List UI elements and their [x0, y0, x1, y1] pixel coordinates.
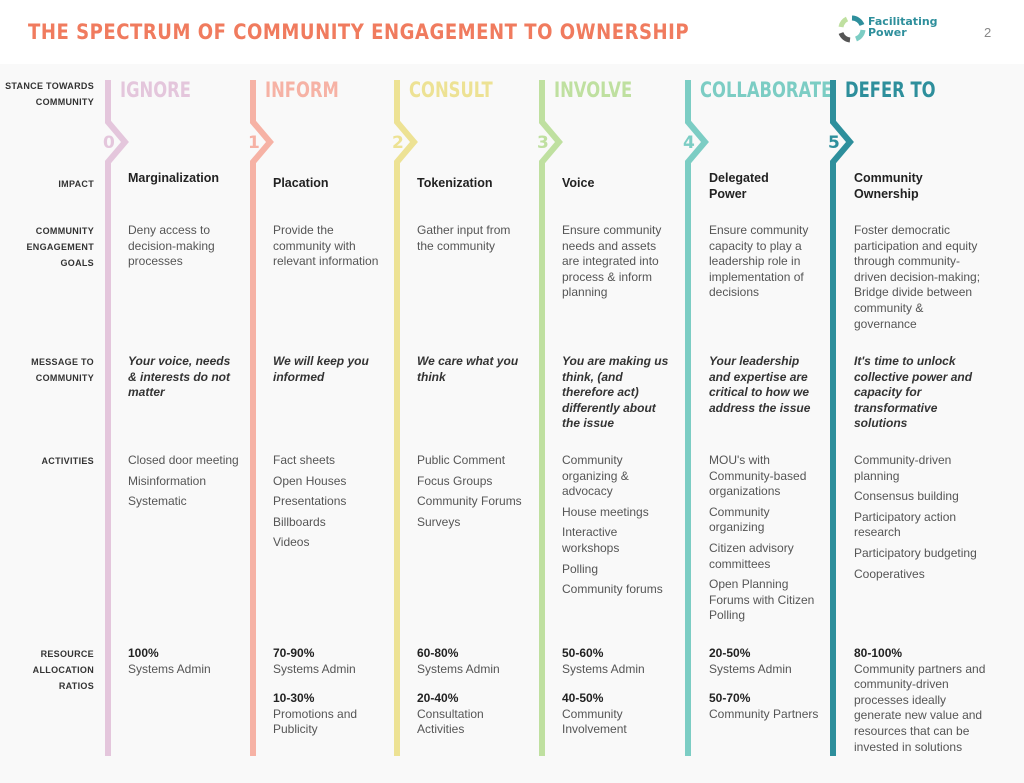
resources-ignore	[128, 646, 240, 691]
goals-defer: Foster democratic participation and equity through community-driven decision-making; Bridge divide between community & governance	[854, 223, 981, 331]
logo-line-2: Power	[868, 26, 907, 39]
resource-label: Community partners and community-driven processes ideally generate new value and resources that can be invested in solutions	[854, 661, 986, 754]
column-number-defer: 5	[828, 133, 840, 153]
resource-percent: 100%	[128, 646, 159, 660]
resource-label: Community Involvement	[562, 706, 627, 737]
resource-label: Community Partners	[709, 706, 819, 721]
activities-defer	[854, 453, 989, 587]
resource-percent: 50-60%	[562, 646, 604, 660]
message-collaborate: Your leadership and expertise are critical to how we address the issue	[709, 354, 811, 415]
resources-involve	[562, 646, 674, 752]
logo-wordmark	[868, 16, 938, 38]
activity-item: Consensus building	[854, 489, 959, 504]
activity-item: Closed door meeting	[128, 453, 239, 467]
row-label-stance: STANCE TOWARDS COMMUNITY	[5, 81, 94, 107]
logo-line-1: Facilitating	[868, 15, 938, 28]
activities-ignore	[128, 453, 240, 515]
activity-item: Public Comment	[417, 453, 506, 467]
row-label-goals: COMMUNITY ENGAGEMENT GOALS	[26, 226, 94, 268]
column-heading-involve: INVOLVE	[554, 78, 633, 102]
resource-label: Promotions and Publicity	[273, 706, 358, 737]
activity-item: Open Houses	[273, 473, 347, 488]
resource-block	[128, 646, 240, 677]
page-header	[0, 0, 1024, 64]
activities-involve	[562, 453, 674, 603]
resource-percent: 20-50%	[709, 646, 751, 660]
resources-defer	[854, 646, 989, 769]
message-ignore: Your voice, needs & interests do not matter	[128, 354, 231, 400]
resource-block	[273, 646, 385, 677]
resource-label: Systems Admin	[128, 661, 211, 676]
activity-item: Presentations	[273, 494, 347, 509]
goals-ignore: Deny access to decision-making processes	[128, 223, 215, 269]
impact-collaborate: Delegated Power	[709, 171, 769, 201]
impact-inform: Placation	[273, 176, 329, 190]
impact-defer: Community Ownership	[854, 171, 923, 201]
activity-item: Focus Groups	[417, 473, 493, 488]
activity-item: Community-driven planning	[854, 453, 952, 483]
row-label-resources: RESOURCE ALLOCATION RATIOS	[32, 649, 94, 691]
activity-item: Community organizing	[709, 504, 770, 535]
goals-involve: Ensure community needs and assets are integrated into process & inform planning	[562, 223, 662, 300]
column-heading-defer: DEFER TO	[845, 78, 936, 102]
activity-item: Community organizing & advocacy	[562, 453, 629, 499]
row-label-impact: IMPACT	[58, 179, 94, 189]
activity-item: Surveys	[417, 514, 461, 529]
resource-block	[417, 691, 529, 738]
resources-inform	[273, 646, 385, 752]
column-heading-consult: CONSULT	[409, 78, 493, 102]
message-defer: It's time to unlock collective power and capacity for transformative solutions	[854, 354, 973, 431]
resource-percent: 50-70%	[709, 691, 751, 706]
activity-item: Misinformation	[128, 473, 207, 488]
resource-percent: 80-100%	[854, 646, 903, 660]
activity-item: Polling	[562, 561, 599, 576]
column-heading-ignore: IGNORE	[120, 78, 191, 102]
resource-label: Consultation Activities	[417, 706, 484, 737]
activity-item: Community Forums	[417, 494, 522, 509]
column-number-consult: 2	[392, 133, 404, 153]
resources-collaborate	[709, 646, 819, 736]
activities-collaborate	[709, 453, 821, 629]
goals-inform: Provide the community with relevant information	[273, 223, 379, 269]
activity-item: Citizen advisory committees	[709, 540, 794, 571]
activity-item: Fact sheets	[273, 453, 336, 467]
resource-block	[854, 646, 989, 755]
page-title: THE SPECTRUM OF COMMUNITY ENGAGEMENT TO OWNERSHIP	[28, 20, 690, 44]
row-label-activities: ACTIVITIES	[41, 456, 94, 466]
resource-label: Systems Admin	[273, 661, 356, 676]
column-number-involve: 3	[537, 133, 549, 153]
resource-block	[562, 691, 674, 738]
activity-item: Participatory action research	[854, 509, 957, 540]
message-inform: We will keep you informed	[273, 354, 369, 384]
activity-item: Interactive workshops	[562, 525, 620, 555]
column-heading-inform: INFORM	[265, 78, 339, 102]
resource-block	[417, 646, 529, 677]
resource-percent: 40-50%	[562, 691, 604, 706]
message-involve: You are making us think, (and therefore act) differently about the issue	[562, 354, 669, 431]
page-number: 2	[984, 25, 992, 40]
resource-block	[562, 646, 674, 677]
resource-label: Systems Admin	[709, 661, 792, 676]
activity-item: House meetings	[562, 504, 649, 519]
activities-inform	[273, 453, 385, 556]
impact-involve: Voice	[562, 176, 595, 190]
resource-percent: 60-80%	[417, 646, 459, 660]
activity-item: MOU's with Community-based organizations	[709, 453, 807, 499]
resource-block	[709, 646, 819, 677]
column-heading-collaborate: COLLABORATE	[700, 78, 833, 102]
column-number-collaborate: 4	[683, 133, 695, 153]
impact-consult: Tokenization	[417, 176, 493, 190]
row-label-message: MESSAGE TO COMMUNITY	[31, 357, 94, 383]
column-number-ignore: 0	[103, 133, 115, 153]
activities-consult	[417, 453, 529, 535]
activity-item: Systematic	[128, 494, 187, 509]
resource-percent: 20-40%	[417, 691, 459, 706]
resource-label: Systems Admin	[562, 661, 645, 676]
message-consult: We care what you think	[417, 354, 519, 384]
goals-consult: Gather input from the community	[417, 223, 511, 253]
resources-consult	[417, 646, 529, 752]
column-number-inform: 1	[248, 133, 260, 153]
resource-block	[273, 691, 385, 738]
goals-collaborate: Ensure community capacity to play a leadership role in implementation of decisions	[709, 223, 809, 300]
activity-item: Participatory budgeting	[854, 545, 977, 560]
activity-item: Videos	[273, 535, 310, 550]
resource-percent: 70-90%	[273, 646, 315, 660]
activity-item: Billboards	[273, 514, 326, 529]
resource-label: Systems Admin	[417, 661, 500, 676]
activity-item: Cooperatives	[854, 566, 925, 581]
resource-percent: 10-30%	[273, 691, 315, 706]
cycle-logo-icon	[838, 15, 866, 43]
impact-ignore: Marginalization	[128, 171, 219, 185]
activity-item: Community forums	[562, 582, 663, 597]
resource-block	[709, 691, 819, 722]
activity-item: Open Planning Forums with Citizen Polling	[709, 577, 815, 623]
